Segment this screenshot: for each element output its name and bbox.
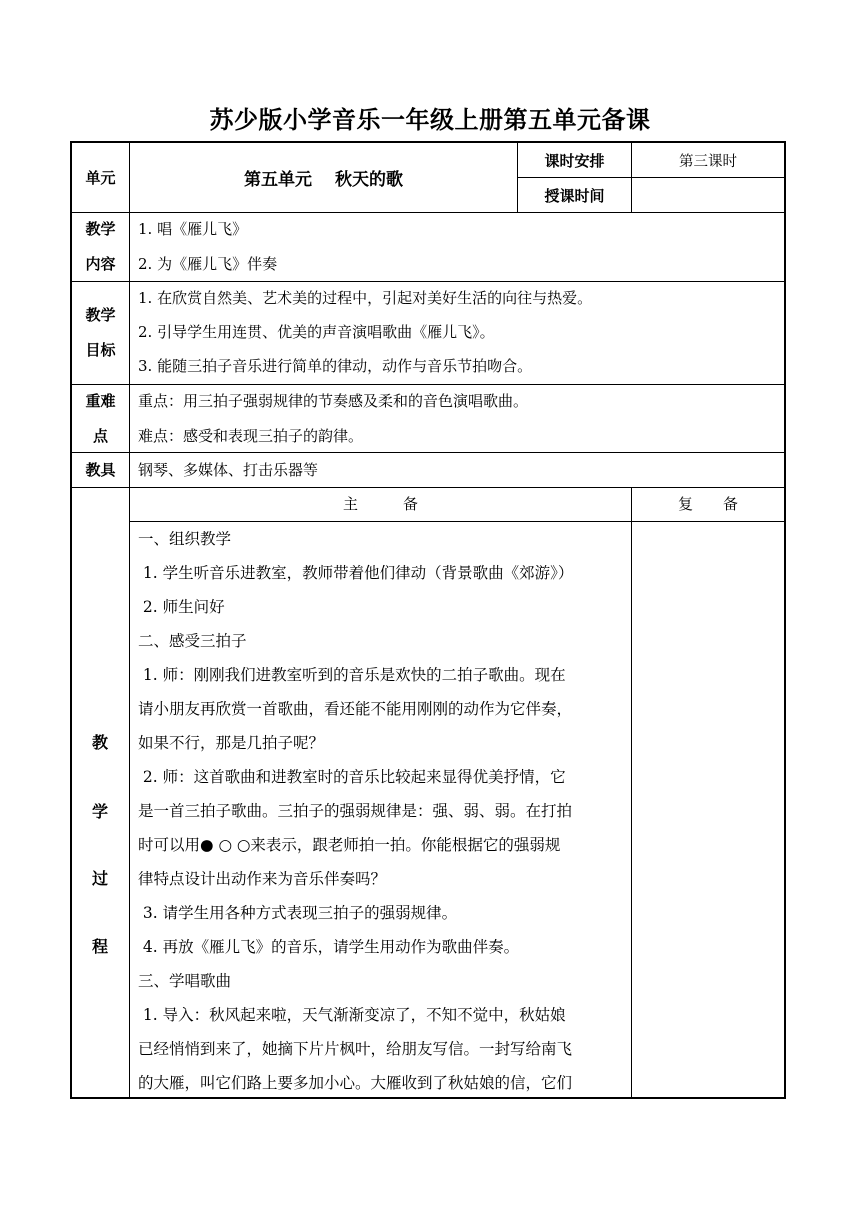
goal-item: 3. 能随三拍子音乐进行简单的律动，动作与音乐节拍吻合。 — [138, 357, 533, 375]
process-line: 时可以用● ○ ○来表示，跟老师拍一拍。你能根据它的强弱规 — [138, 836, 561, 854]
goal-item: 1. 在欣赏自然美、艺术美的过程中，引起对美好生活的向往与热爱。 — [138, 289, 593, 307]
process-line: 如果不行，那是几拍子呢？ — [138, 734, 325, 752]
process-line: 已经悄悄到来了，她摘下片片枫叶，给朋友写信。一封写给南飞 — [138, 1040, 573, 1058]
process-label-char: 学 — [91, 802, 108, 821]
content-item: 1. 唱《雁儿飞》 — [138, 220, 248, 238]
process-line: 2. 师：这首歌曲和进教室时的音乐比较起来显得优美抒情，它 — [138, 768, 566, 786]
keypoints-label-1: 重难 — [85, 392, 116, 410]
unit-value: 第五单元 秋天的歌 — [244, 170, 403, 190]
review-column-line — [631, 487, 632, 1099]
process-line: 1. 导入：秋风起来啦，天气渐渐变凉了，不知不觉中，秋姑娘 — [138, 1006, 566, 1024]
row-divider — [70, 384, 785, 385]
unit-label: 单元 — [85, 169, 116, 187]
tools-value: 钢琴、多媒体、打击乐器等 — [138, 461, 319, 479]
process-line: 律特点设计出动作来为音乐伴奏吗？ — [138, 870, 387, 888]
process-body — [138, 522, 626, 1100]
time-value — [632, 178, 784, 212]
keypoint-item: 重点：用三拍子强弱规律的节奏感及柔和的音色演唱歌曲。 — [138, 392, 529, 410]
process-line: 是一首三拍子歌曲。三拍子的强弱规律是：强、弱、弱。在打拍 — [138, 802, 573, 820]
row-divider — [70, 281, 785, 282]
process-label-char: 过 — [91, 869, 108, 888]
table-border-right — [784, 141, 786, 1099]
row-divider — [70, 487, 785, 488]
process-line: 1. 学生听音乐进教室，教师带着他们律动（背景歌曲《郊游》） — [138, 564, 574, 582]
schedule-label: 课时安排 — [544, 151, 605, 170]
process-line: 的大雁，叫它们路上要多加小心。大雁收到了秋姑娘的信，它们 — [138, 1074, 573, 1092]
content-label-1: 教学 — [85, 220, 116, 238]
keypoints-label-2: 点 — [92, 427, 108, 445]
process-line: 请小朋友再欣赏一首歌曲，看还能不能用刚刚的动作为它伴奏， — [138, 700, 573, 718]
time-label: 授课时间 — [544, 186, 605, 205]
main-prep-header: 主 备 — [342, 495, 418, 513]
process-line: 3. 请学生用各种方式表现三拍子的强弱规律。 — [138, 904, 458, 922]
content-item: 2. 为《雁儿飞》伴奏 — [138, 255, 278, 273]
schedule-value: 第三课时 — [679, 153, 737, 170]
page-title: 苏少版小学音乐一年级上册第五单元备课 — [209, 106, 651, 134]
goals-label-1: 教学 — [85, 306, 116, 324]
process-line: 三、学唱歌曲 — [138, 972, 232, 990]
process-line: 二、感受三拍子 — [138, 632, 247, 650]
process-label-char: 教 — [91, 733, 108, 752]
process-line: 4. 再放《雁儿飞》的音乐，请学生用动作为歌曲伴奏。 — [138, 938, 520, 956]
process-line: 1. 师：刚刚我们进教室听到的音乐是欢快的二拍子歌曲。现在 — [138, 666, 566, 684]
keypoint-item: 难点：感受和表现三拍子的韵律。 — [138, 427, 364, 445]
tools-label: 教具 — [85, 461, 116, 479]
review-prep-header: 复 备 — [677, 495, 738, 513]
content-label-2: 内容 — [85, 255, 116, 273]
goals-label-2: 目标 — [85, 341, 116, 359]
process-line: 2. 师生问好 — [138, 598, 225, 616]
process-label-char: 程 — [91, 937, 108, 956]
row-divider — [70, 452, 785, 453]
row-divider — [70, 212, 785, 213]
process-line: 一、组织教学 — [138, 530, 232, 548]
goal-item: 2. 引导学生用连贯、优美的声音演唱歌曲《雁儿飞》。 — [138, 323, 495, 341]
